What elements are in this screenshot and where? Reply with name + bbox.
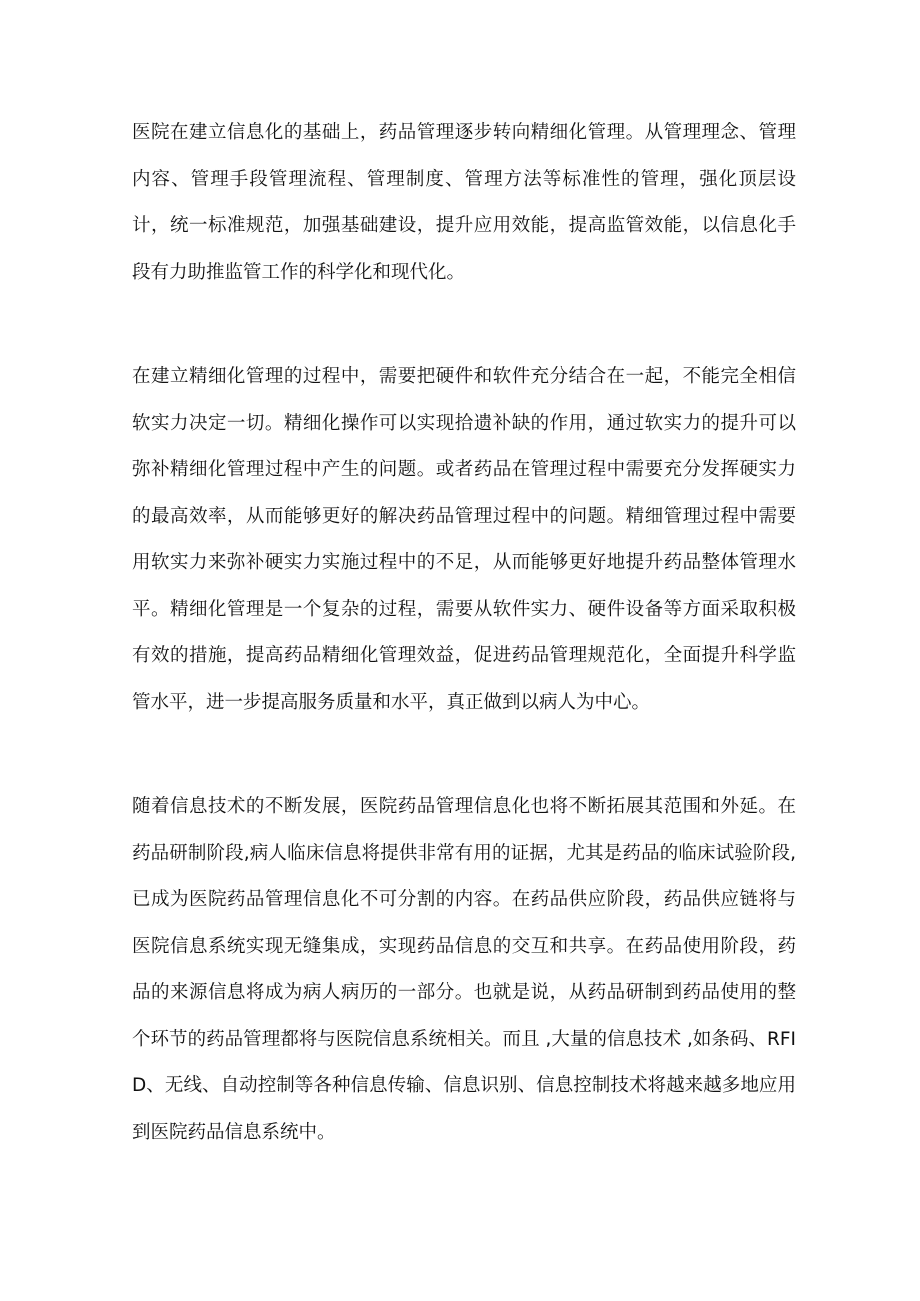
paragraph-2: 在建立精细化管理的过程中，需要把硬件和软件充分结合在一起，不能完全相信软实力决定一切。精细化操作可以实现拾遗补缺的作用，通过软实力的提升可以弥补精细化管理过程中产生的问题。或者药品在管理过程中需要充分发挥硬实力的最高效率，从而能够更好的解决药品管理过程中的问题。精细管理过程中需要用软实力来弥补硬实力实施过程中的不足，从而能够更好地提升药品整体管理水平。精细化管理是一个复杂的过程，需要从软件实力、硬件设备等方面采取积极有效的措施，提高药品精细化管理效益，促进药品管理规范化，全面提升科学监管水平，进一步提高服务质量和水平，真正做到以病人为中心。 — [132, 366, 796, 713]
paragraph-1: 医院在建立信息化的基础上，药品管理逐步转向精细化管理。从管理理念、管理内容、管理手段管理流程、管理制度、管理方法等标准性的管理，强化顶层设计，统一标准规范，加强基础建设，提升应用效能，提高监管效能，以信息化手段有力助推监管工作的科学化和现代化。 — [132, 122, 796, 283]
paragraph-3: 随着信息技术的不断发展，医院药品管理信息化也将不断拓展其范围和外延。在药品研制阶段,病人临床信息将提供非常有用的证据，尤其是药品的临床试验阶段,已成为医院药品管理信息化不可分割的内容。在药品供应阶段，药品供应链将与医院信息系统实现无缝集成，实现药品信息的交互和共享。在药品使用阶段，药品的来源信息将成为病人病历的一部分。也就是说，从药品研制到药品使用的整个环节的药品管理都将与医院信息系统相关。而且 ,大量的信息技术 ,如条码、RFID、无线、自动控制等各种信息传输、信息识别、信息控制技术将越来越多地应用到医院药品信息系统中。 — [132, 796, 796, 1143]
